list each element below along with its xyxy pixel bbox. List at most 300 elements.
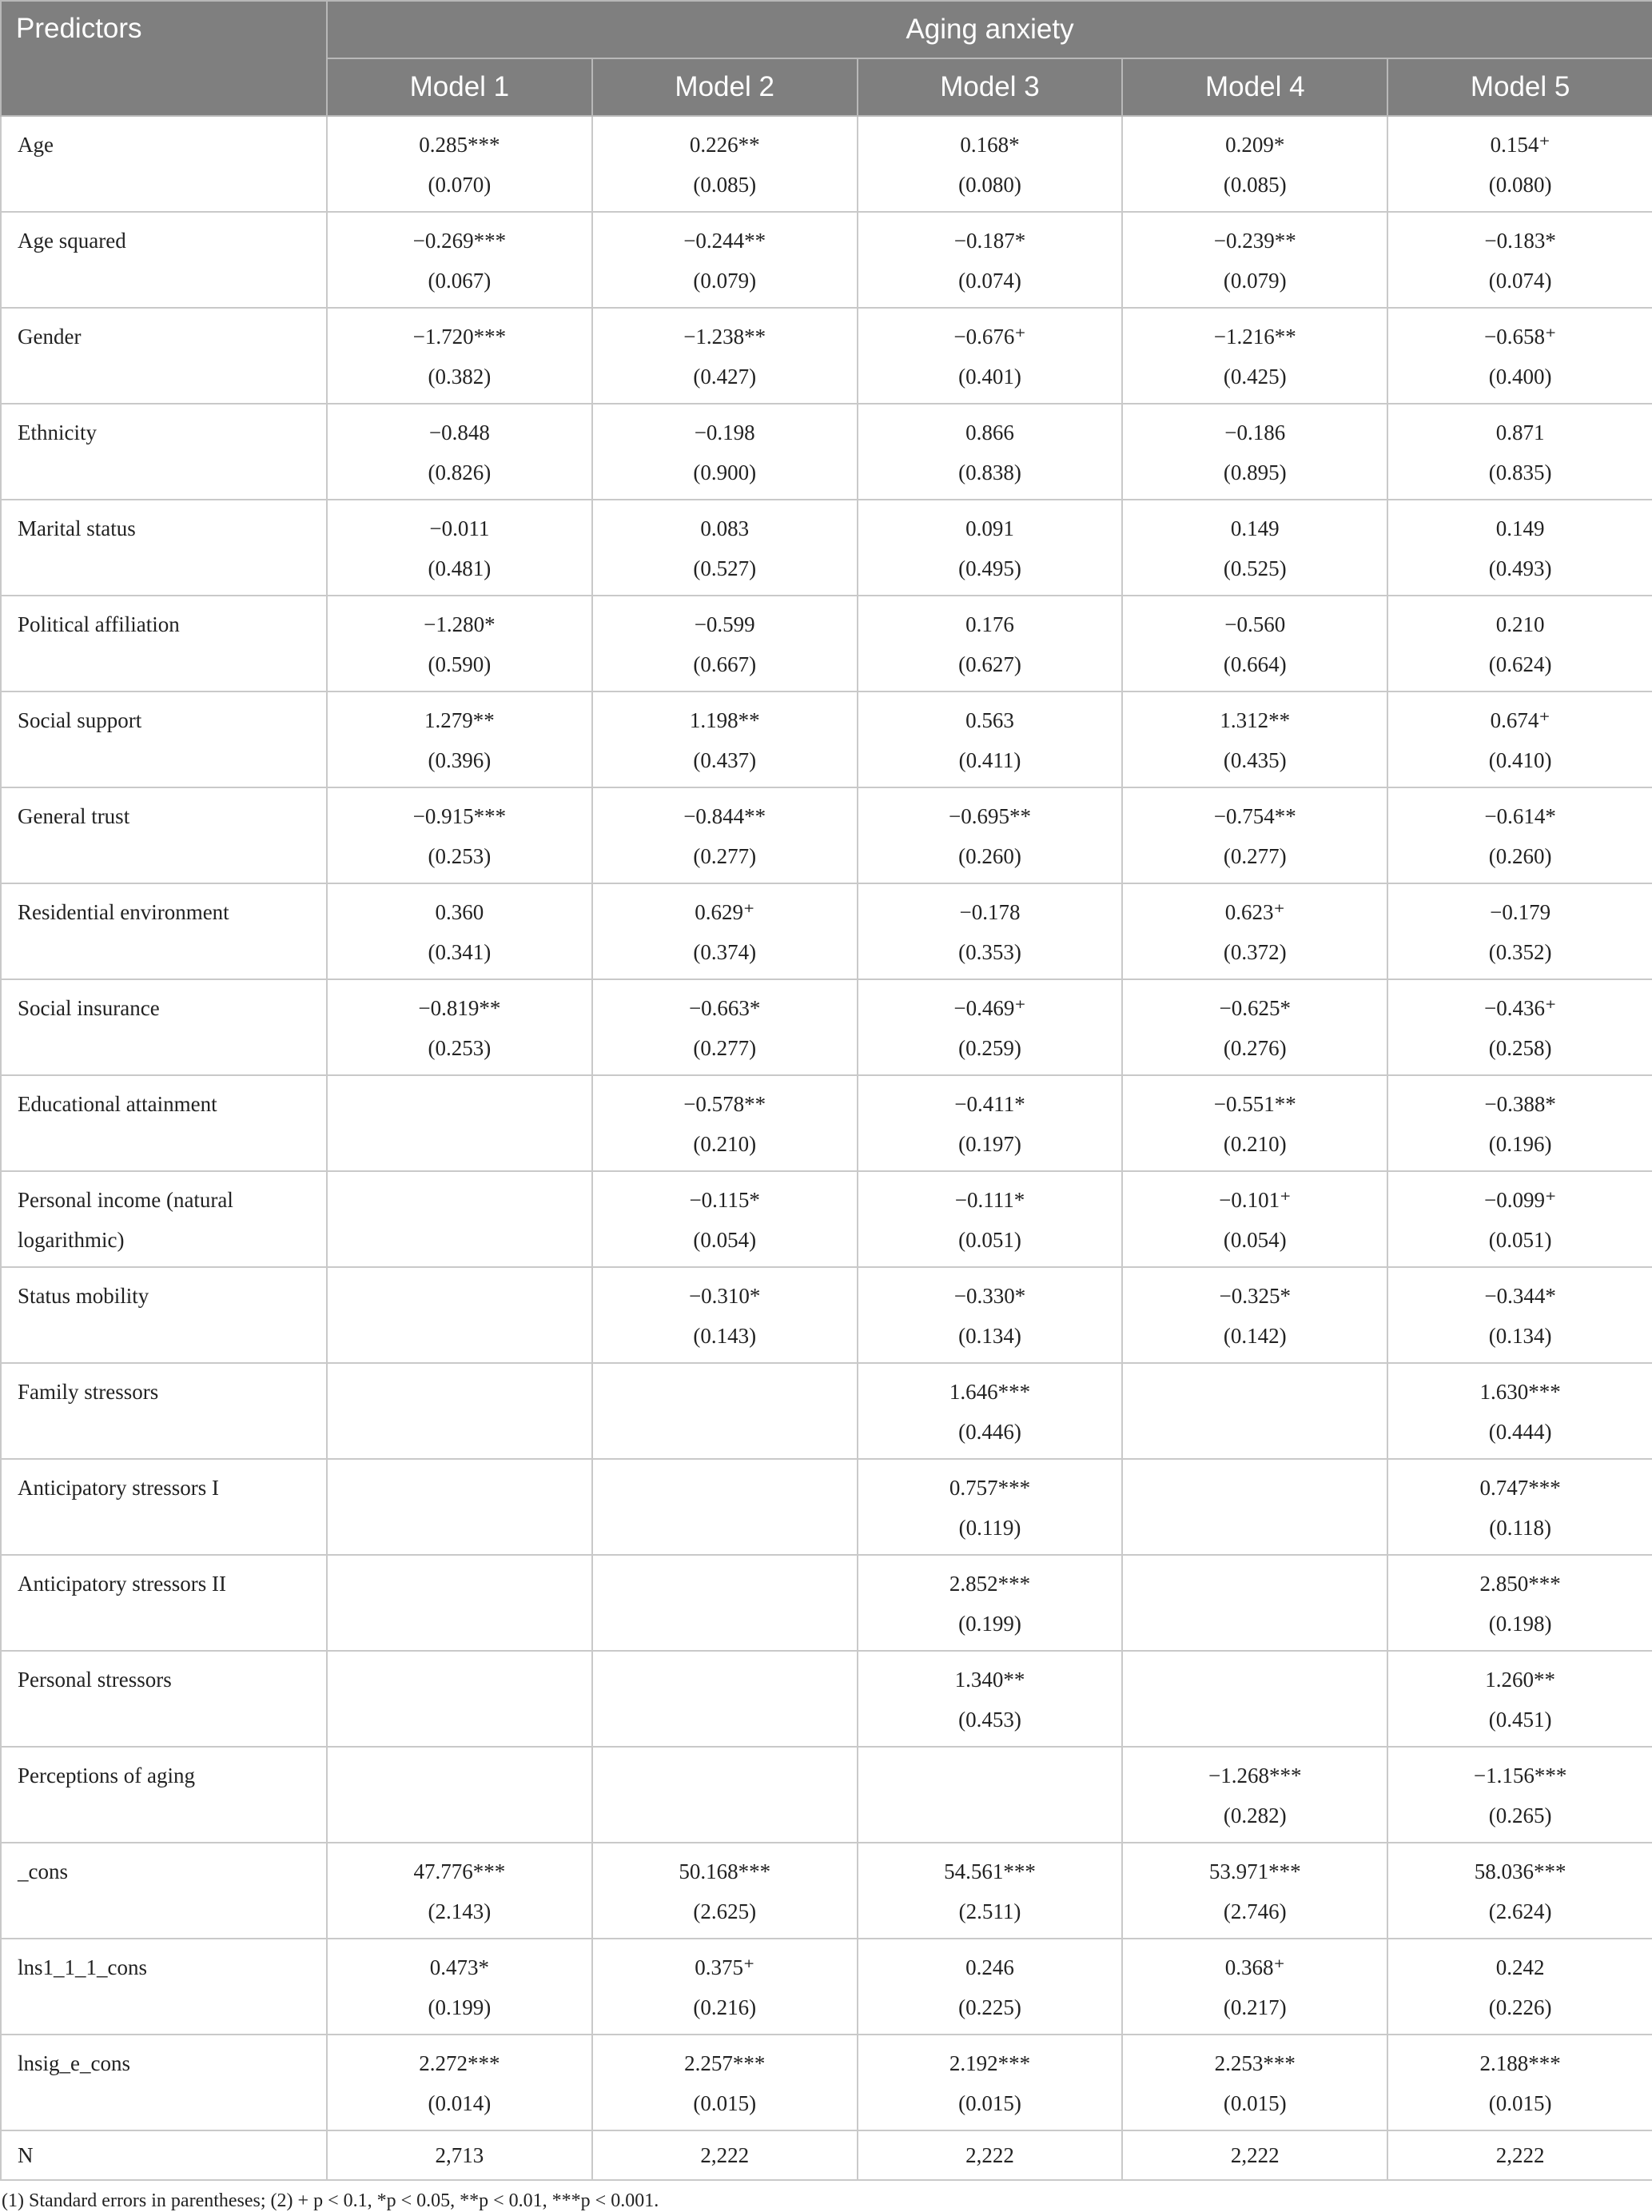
sample-size: 2,222	[700, 2143, 750, 2167]
standard-error: (0.258)	[1488, 1036, 1552, 1060]
coefficient: −0.239**	[1213, 229, 1296, 253]
standard-error: (0.265)	[1488, 1803, 1552, 1827]
model-3-cell	[858, 308, 1123, 404]
model-2-cell	[592, 308, 858, 404]
coefficient: −0.695**	[949, 804, 1031, 828]
standard-error: (0.382)	[428, 365, 492, 389]
model-4-cell	[1122, 116, 1387, 212]
model-1-cell	[327, 1939, 592, 2035]
model-5-header: Model 5	[1387, 58, 1652, 116]
coefficient: 0.209*	[1225, 133, 1285, 157]
coefficient: −0.183*	[1484, 229, 1556, 253]
row-label: lns1_1_1_cons	[1, 1939, 327, 2035]
standard-error: (0.085)	[1223, 173, 1287, 197]
model-3-cell	[858, 500, 1123, 596]
standard-error: (2.625)	[693, 1899, 757, 1923]
coefficient: −0.551**	[1213, 1092, 1296, 1116]
standard-error: (0.051)	[1488, 1228, 1552, 1252]
standard-error: (0.134)	[958, 1324, 1021, 1348]
model-5-cell	[1387, 308, 1652, 404]
model-5-cell	[1387, 1267, 1652, 1363]
coefficient: −0.663*	[688, 996, 761, 1020]
model-3-cell	[858, 1459, 1123, 1555]
standard-error: (0.838)	[958, 460, 1021, 484]
row-label: Anticipatory stressors II	[1, 1555, 327, 1651]
sample-size: 2,713	[435, 2143, 484, 2167]
model-1-cell	[327, 500, 592, 596]
standard-error: (0.074)	[1488, 269, 1552, 293]
coefficient: −0.844**	[683, 804, 766, 828]
table-row	[1, 404, 1652, 500]
model-5-cell	[1387, 500, 1652, 596]
coefficient: 1.260**	[1485, 1668, 1555, 1692]
row-label: Personal stressors	[1, 1651, 327, 1747]
table-header	[1, 1, 1652, 116]
standard-error: (0.118)	[1489, 1516, 1551, 1540]
model-3-header: Model 3	[858, 58, 1123, 116]
coefficient	[593, 1460, 857, 1468]
coefficient: −0.101⁺	[1219, 1188, 1292, 1212]
model-1-cell	[327, 1747, 592, 1843]
model-3-cell	[858, 1075, 1123, 1171]
model-2-cell	[592, 883, 858, 979]
model-4-cell	[1122, 1747, 1387, 1843]
table-row	[1, 1651, 1652, 1747]
coefficient: 2.257***	[684, 2051, 766, 2075]
coefficient: 1.646***	[949, 1380, 1031, 1404]
table-row	[1, 883, 1652, 979]
standard-error: (2.143)	[428, 1899, 492, 1923]
table-row	[1, 116, 1652, 212]
standard-error: (0.014)	[428, 2091, 492, 2115]
coefficient: 0.757***	[949, 1476, 1031, 1500]
model-3-cell	[858, 1939, 1123, 2035]
coefficient: −0.269***	[412, 229, 507, 253]
coefficient	[1123, 1652, 1387, 1660]
model-1-cell	[327, 212, 592, 308]
standard-error: (0.143)	[693, 1324, 757, 1348]
coefficient: −0.179	[1490, 900, 1551, 924]
standard-error: (0.260)	[1488, 844, 1552, 868]
standard-error: (0.226)	[1488, 1995, 1552, 2019]
standard-error: (0.085)	[693, 173, 757, 197]
standard-error: (0.525)	[1223, 556, 1287, 580]
model-3-cell	[858, 596, 1123, 691]
coefficient: 0.168*	[960, 133, 1020, 157]
predictors-header: Predictors	[1, 1, 327, 116]
coefficient: −0.011	[429, 516, 490, 540]
n-model-1-cell	[327, 2130, 592, 2180]
coefficient: −0.848	[428, 420, 490, 444]
model-3-cell	[858, 404, 1123, 500]
table-row	[1, 2035, 1652, 2130]
row-label: Age	[1, 116, 327, 212]
table-row	[1, 1747, 1652, 1843]
model-5-cell	[1387, 1363, 1652, 1459]
standard-error: (0.624)	[1488, 652, 1552, 676]
model-3-cell	[858, 1171, 1123, 1267]
coefficient: −1.720***	[412, 325, 507, 349]
coefficient: 53.971***	[1208, 1859, 1301, 1883]
coefficient: −0.330*	[953, 1284, 1026, 1308]
coefficient: −0.244**	[683, 229, 766, 253]
model-3-cell	[858, 1363, 1123, 1459]
model-2-cell	[592, 1075, 858, 1171]
standard-error: (0.217)	[1223, 1995, 1287, 2019]
model-5-cell	[1387, 1075, 1652, 1171]
model-2-cell	[592, 691, 858, 787]
coefficient: −0.186	[1224, 420, 1286, 444]
model-2-header: Model 2	[592, 58, 858, 116]
coefficient: 0.176	[965, 612, 1014, 636]
table-row	[1, 308, 1652, 404]
model-3-cell	[858, 116, 1123, 212]
coefficient	[1123, 1460, 1387, 1468]
model-4-cell	[1122, 596, 1387, 691]
table-row	[1, 1363, 1652, 1459]
model-1-cell	[327, 1075, 592, 1171]
model-4-header: Model 4	[1122, 58, 1387, 116]
model-4-cell	[1122, 1651, 1387, 1747]
coefficient	[328, 1748, 591, 1756]
standard-error: (0.210)	[1223, 1132, 1287, 1156]
coefficient: 0.226**	[689, 133, 760, 157]
n-model-4-cell	[1122, 2130, 1387, 2180]
standard-error: (0.015)	[1223, 2091, 1287, 2115]
model-1-cell	[327, 883, 592, 979]
model-4-cell	[1122, 691, 1387, 787]
standard-error: (0.444)	[1488, 1420, 1552, 1444]
coefficient: 0.242	[1495, 1955, 1545, 1979]
coefficient: −0.187*	[953, 229, 1026, 253]
row-label: Perceptions of aging	[1, 1747, 327, 1843]
table-row	[1, 1843, 1652, 1939]
standard-error: (0.253)	[428, 1036, 492, 1060]
sample-size: 2,222	[1230, 2143, 1280, 2167]
model-3-cell	[858, 1843, 1123, 1939]
standard-error: (0.401)	[958, 365, 1021, 389]
n-model-2-cell	[592, 2130, 858, 2180]
model-1-cell	[327, 1459, 592, 1555]
model-2-cell	[592, 116, 858, 212]
standard-error: (0.015)	[958, 2091, 1021, 2115]
model-5-cell	[1387, 787, 1652, 883]
coefficient: 0.473*	[429, 1955, 490, 1979]
coefficient: −0.754**	[1213, 804, 1296, 828]
standard-error: (0.627)	[958, 652, 1021, 676]
standard-error: (0.453)	[958, 1708, 1021, 1732]
table-row	[1, 1267, 1652, 1363]
model-5-cell	[1387, 691, 1652, 787]
coefficient: −0.178	[959, 900, 1021, 924]
model-3-cell	[858, 787, 1123, 883]
standard-error: (0.015)	[693, 2091, 757, 2115]
model-5-cell	[1387, 1651, 1652, 1747]
model-3-cell	[858, 1651, 1123, 1747]
coefficient: 2.192***	[949, 2051, 1031, 2075]
standard-error: (0.051)	[958, 1228, 1021, 1252]
standard-error: (0.197)	[958, 1132, 1021, 1156]
standard-error: (0.835)	[1488, 460, 1552, 484]
standard-error: (0.282)	[1223, 1803, 1287, 1827]
standard-error: (0.080)	[958, 173, 1021, 197]
standard-error: (0.080)	[1488, 173, 1552, 197]
aging-anxiety-header: Aging anxiety	[327, 1, 1652, 58]
standard-error: (0.493)	[1488, 556, 1552, 580]
row-label: Family stressors	[1, 1363, 327, 1459]
table-row	[1, 1555, 1652, 1651]
coefficient: 2.850***	[1479, 1572, 1561, 1596]
standard-error: (0.054)	[693, 1228, 757, 1252]
coefficient: −1.280*	[424, 612, 496, 636]
row-label: Personal income (natural logarithmic)	[1, 1171, 327, 1267]
model-1-cell	[327, 1651, 592, 1747]
model-1-cell	[327, 979, 592, 1075]
coefficient	[328, 1076, 591, 1084]
table-row	[1, 500, 1652, 596]
standard-error: (0.435)	[1223, 748, 1287, 772]
standard-error: (2.624)	[1488, 1899, 1552, 1923]
model-4-cell	[1122, 1939, 1387, 2035]
standard-error: (0.374)	[693, 940, 757, 964]
model-2-cell	[592, 1939, 858, 2035]
model-1-header: Model 1	[327, 58, 592, 116]
coefficient: 0.623⁺	[1224, 900, 1285, 924]
standard-error: (0.277)	[1223, 844, 1287, 868]
model-4-cell	[1122, 308, 1387, 404]
coefficient	[593, 1364, 857, 1372]
standard-error: (0.411)	[958, 748, 1021, 772]
standard-error: (0.015)	[1488, 2091, 1552, 2115]
model-2-cell	[592, 1459, 858, 1555]
model-5-cell	[1387, 212, 1652, 308]
model-4-cell	[1122, 1267, 1387, 1363]
coefficient: −0.115*	[689, 1188, 760, 1212]
coefficient: −1.216**	[1213, 325, 1296, 349]
coefficient: 1.630***	[1479, 1380, 1561, 1404]
coefficient	[328, 1460, 591, 1468]
standard-error: (0.437)	[693, 748, 757, 772]
coefficient: −0.344*	[1484, 1284, 1556, 1308]
standard-error: (0.400)	[1488, 365, 1552, 389]
model-5-cell	[1387, 404, 1652, 500]
row-label: _cons	[1, 1843, 327, 1939]
n-row	[1, 2130, 1652, 2180]
model-4-cell	[1122, 212, 1387, 308]
model-4-cell	[1122, 2035, 1387, 2130]
model-3-cell	[858, 883, 1123, 979]
coefficient: 0.747***	[1479, 1476, 1561, 1500]
model-1-cell	[327, 116, 592, 212]
coefficient: 1.312**	[1220, 708, 1291, 732]
coefficient: −0.099⁺	[1483, 1188, 1557, 1212]
model-1-cell	[327, 1267, 592, 1363]
model-5-cell	[1387, 883, 1652, 979]
model-5-cell	[1387, 979, 1652, 1075]
standard-error: (0.590)	[428, 652, 492, 676]
model-5-cell	[1387, 1939, 1652, 2035]
model-1-cell	[327, 787, 592, 883]
table-row	[1, 691, 1652, 787]
coefficient: −0.198	[694, 420, 755, 444]
model-3-cell	[858, 1747, 1123, 1843]
standard-error: (0.900)	[693, 460, 757, 484]
coefficient: 0.629⁺	[695, 900, 755, 924]
coefficient: 0.368⁺	[1224, 1955, 1285, 1979]
coefficient: 0.871	[1495, 420, 1545, 444]
coefficient: −0.111*	[954, 1188, 1025, 1212]
standard-error: (0.067)	[428, 269, 492, 293]
model-4-cell	[1122, 404, 1387, 500]
model-5-cell	[1387, 1459, 1652, 1555]
table-footnote: (1) Standard errors in parentheses; (2) + p < 0.1, *p < 0.05, **p < 0.01, ***p < 0.001.	[2, 2190, 659, 2211]
row-label: Anticipatory stressors I	[1, 1459, 327, 1555]
coefficient: 50.168***	[679, 1859, 771, 1883]
standard-error: (0.199)	[958, 1612, 1021, 1636]
model-3-cell	[858, 979, 1123, 1075]
row-label: lnsig_e_cons	[1, 2035, 327, 2130]
model-2-cell	[592, 596, 858, 691]
standard-error: (0.396)	[428, 748, 492, 772]
standard-error: (0.277)	[693, 1036, 757, 1060]
coefficient: −0.819**	[418, 996, 501, 1020]
row-label: Status mobility	[1, 1267, 327, 1363]
standard-error: (0.210)	[693, 1132, 757, 1156]
model-1-cell	[327, 404, 592, 500]
row-label: General trust	[1, 787, 327, 883]
coefficient: −0.599	[694, 612, 755, 636]
model-5-cell	[1387, 1747, 1652, 1843]
model-1-cell	[327, 2035, 592, 2130]
row-label: Gender	[1, 308, 327, 404]
coefficient: 0.360	[435, 900, 484, 924]
coefficient: 2.272***	[419, 2051, 500, 2075]
model-5-cell	[1387, 1555, 1652, 1651]
coefficient	[1123, 1556, 1387, 1564]
model-2-cell	[592, 1363, 858, 1459]
model-5-cell	[1387, 1171, 1652, 1267]
standard-error: (0.353)	[958, 940, 1021, 964]
coefficient: 0.375⁺	[695, 1955, 755, 1979]
standard-error: (0.451)	[1488, 1708, 1552, 1732]
model-2-cell	[592, 1843, 858, 1939]
row-label: Social support	[1, 691, 327, 787]
coefficient: 47.776***	[413, 1859, 506, 1883]
coefficient: −0.310*	[688, 1284, 761, 1308]
standard-error: (0.196)	[1488, 1132, 1552, 1156]
model-4-cell	[1122, 1171, 1387, 1267]
standard-error: (0.070)	[428, 173, 492, 197]
table-row	[1, 596, 1652, 691]
model-2-cell	[592, 404, 858, 500]
coefficient: 0.285***	[419, 133, 500, 157]
standard-error: (0.074)	[958, 269, 1021, 293]
standard-error: (0.664)	[1223, 652, 1287, 676]
coefficient: −0.658⁺	[1483, 325, 1557, 349]
model-2-cell	[592, 212, 858, 308]
coefficient: −1.268***	[1208, 1764, 1302, 1788]
standard-error: (0.341)	[428, 940, 492, 964]
model-2-cell	[592, 1555, 858, 1651]
model-4-cell	[1122, 1075, 1387, 1171]
standard-error: (0.276)	[1223, 1036, 1287, 1060]
coefficient: −0.625*	[1219, 996, 1292, 1020]
row-label: Residential environment	[1, 883, 327, 979]
model-2-cell	[592, 1747, 858, 1843]
model-3-cell	[858, 1267, 1123, 1363]
table-row	[1, 1459, 1652, 1555]
coefficient: 0.154⁺	[1490, 133, 1550, 157]
model-3-cell	[858, 1555, 1123, 1651]
table-row	[1, 979, 1652, 1075]
sample-size: 2,222	[1495, 2143, 1545, 2167]
coefficient: 0.149	[1230, 516, 1280, 540]
coefficient: 1.198**	[689, 708, 760, 732]
standard-error: (0.253)	[428, 844, 492, 868]
standard-error: (0.446)	[958, 1420, 1021, 1444]
coefficient: 2.852***	[949, 1572, 1031, 1596]
model-1-cell	[327, 1843, 592, 1939]
n-model-5-cell	[1387, 2130, 1652, 2180]
coefficient: 0.210	[1495, 612, 1545, 636]
standard-error: (0.527)	[693, 556, 757, 580]
coefficient: 0.091	[965, 516, 1014, 540]
model-4-cell	[1122, 500, 1387, 596]
standard-error: (0.410)	[1488, 748, 1552, 772]
model-4-cell	[1122, 1363, 1387, 1459]
model-1-cell	[327, 691, 592, 787]
model-2-cell	[592, 787, 858, 883]
standard-error: (0.225)	[958, 1995, 1021, 2019]
standard-error: (0.198)	[1488, 1612, 1552, 1636]
coefficient: −1.238**	[683, 325, 766, 349]
standard-error: (0.495)	[958, 556, 1021, 580]
standard-error: (0.259)	[958, 1036, 1021, 1060]
standard-error: (0.427)	[693, 365, 757, 389]
standard-error: (0.119)	[958, 1516, 1021, 1540]
model-3-cell	[858, 212, 1123, 308]
coefficient: −0.915***	[412, 804, 507, 828]
standard-error: (0.372)	[1223, 940, 1287, 964]
coefficient: 0.866	[965, 420, 1014, 444]
model-4-cell	[1122, 787, 1387, 883]
row-label: Political affiliation	[1, 596, 327, 691]
model-2-cell	[592, 1267, 858, 1363]
model-1-cell	[327, 308, 592, 404]
model-5-cell	[1387, 596, 1652, 691]
coefficient: −0.578**	[683, 1092, 766, 1116]
standard-error: (0.425)	[1223, 365, 1287, 389]
n-row-label: N	[1, 2130, 327, 2180]
model-1-cell	[327, 1171, 592, 1267]
standard-error: (0.895)	[1223, 460, 1287, 484]
model-3-cell	[858, 2035, 1123, 2130]
coefficient	[328, 1268, 591, 1276]
standard-error: (0.667)	[693, 652, 757, 676]
coefficient: −0.388*	[1484, 1092, 1556, 1116]
coefficient: −0.614*	[1484, 804, 1556, 828]
row-label: Age squared	[1, 212, 327, 308]
table-row	[1, 212, 1652, 308]
coefficient: 0.246	[965, 1955, 1014, 1979]
standard-error: (0.054)	[1223, 1228, 1287, 1252]
table-row	[1, 1171, 1652, 1267]
coefficient: 2.253***	[1214, 2051, 1296, 2075]
standard-error: (0.277)	[693, 844, 757, 868]
table-body	[1, 116, 1652, 2180]
model-5-cell	[1387, 1843, 1652, 1939]
n-model-3-cell	[858, 2130, 1123, 2180]
